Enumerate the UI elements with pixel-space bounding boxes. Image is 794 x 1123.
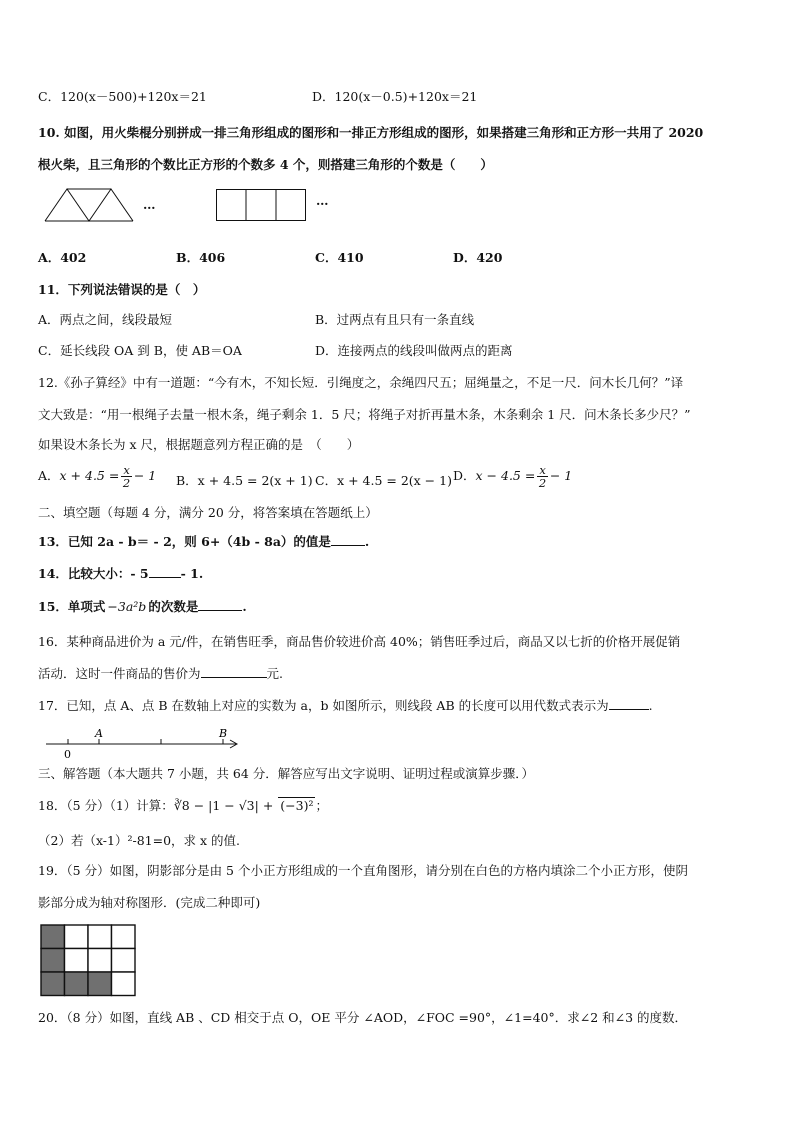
q11-option-c: C．延长线段 OA 到 B，使 AB＝OA bbox=[38, 343, 242, 358]
q15-end: . bbox=[242, 599, 247, 614]
q12-option-d-lhs: x − 4.5 = bbox=[475, 468, 536, 483]
q12-option-d-numerator: x bbox=[539, 463, 546, 477]
q18-sqrt-term: (−3)² bbox=[280, 798, 314, 813]
grid-cell-white[interactable] bbox=[88, 925, 112, 949]
q11-option-a: A．两点之间，线段最短 bbox=[38, 312, 173, 327]
grid-cell-shaded bbox=[65, 972, 89, 996]
section-fill-in-heading: 二、填空题（每题 4 分，满分 20 分，将答案填在答题纸上） bbox=[38, 505, 378, 520]
q16-text: 活动．这时一件商品的售价为 bbox=[38, 666, 201, 681]
triangle-matchstick-figure bbox=[44, 188, 136, 222]
q10-option-c: C．410 bbox=[315, 250, 364, 265]
q11-option-b: B．过两点有且只有一条直线 bbox=[315, 312, 475, 327]
grid-cell-shaded bbox=[41, 949, 65, 973]
q17-text: 17．已知，点 A、点 B 在数轴上对应的实数为 a，b 如图所示，则线段 AB 的长度可以用代数式表示为 bbox=[38, 698, 609, 713]
section-solutions-heading: 三、解答题（本大题共 7 小题，共 64 分．解答应写出文字说明、证明过程或演算步骤．） bbox=[38, 766, 535, 781]
grid-cell-shaded bbox=[88, 972, 112, 996]
square-matchstick-figure bbox=[216, 189, 308, 222]
q12-option-d-fraction bbox=[537, 464, 548, 489]
q14-end: - 1. bbox=[180, 566, 204, 581]
grid-cell-white[interactable] bbox=[112, 972, 136, 996]
q17-end: . bbox=[648, 698, 653, 713]
q15 bbox=[38, 598, 247, 615]
q12-stem-line3: 如果设木条长为 x 尺，根据题意列方程正确的是 （ ） bbox=[38, 437, 360, 452]
q14-answer-blank[interactable] bbox=[149, 565, 181, 578]
q14-text: 14．比较大小：- 5 bbox=[38, 566, 149, 581]
q13-end: . bbox=[364, 534, 370, 549]
q12-option-a bbox=[38, 464, 156, 489]
number-line-figure bbox=[44, 726, 244, 760]
q12-option-b: B．x + 4.5 = 2(x + 1) bbox=[176, 473, 313, 488]
q9-option-d: D．120(x－0.5)+120x＝21 bbox=[312, 89, 478, 104]
q12-option-d-letter: D． bbox=[453, 468, 476, 483]
q19-line2: 影部分成为轴对称图形．(完成二种即可) bbox=[38, 895, 261, 910]
q14 bbox=[38, 565, 203, 582]
q10-stem-line2: 根火柴，且三角形的个数比正方形的个数多 4 个，则搭建三角形的个数是（ ） bbox=[38, 157, 493, 172]
grid-cell-white[interactable] bbox=[65, 949, 89, 973]
q17 bbox=[38, 697, 653, 714]
shaded-square-grid bbox=[40, 924, 138, 998]
q10-option-d: D．420 bbox=[453, 250, 503, 265]
q12-option-d bbox=[453, 464, 572, 489]
q18-part1-text: 18．（5 分）（1）计算： bbox=[38, 798, 174, 813]
q19-line1: 19．（5 分）如图，阴影部分是由 5 个小正方形组成的一个直角图形，请分别在白色的方格内填涂二个小正方形，使阴 bbox=[38, 863, 688, 878]
q16-line1: 16．某种商品进价为 a 元/件，在销售旺季，商品售价较进价高 40%；销售旺季过后，商品又以七折的价格开展促销 bbox=[38, 634, 681, 649]
grid-cell-shaded bbox=[41, 925, 65, 949]
square-ellipsis: … bbox=[316, 193, 329, 208]
grid-cell-shaded bbox=[41, 972, 65, 996]
q18-expression: ∛8 − |1 − √3| + bbox=[173, 798, 278, 813]
q11-stem: 11．下列说法错误的是（ ） bbox=[38, 282, 206, 297]
q12-option-a-lhs: x + 4.5 = bbox=[59, 468, 120, 483]
q18-part1-end: ； bbox=[315, 798, 328, 813]
q12-option-d-tail: − 1 bbox=[549, 468, 573, 483]
q20-stem: 20．（8 分）如图，直线 AB 、CD 相交于点 O，OE 平分 ∠AOD，∠FOC =90°，∠1=40°．求∠2 和∠3 的度数． bbox=[38, 1010, 688, 1025]
triangle-ellipsis: … bbox=[143, 197, 156, 212]
q12-option-a-denominator: 2 bbox=[122, 476, 131, 490]
q15-text: 15．单项式 bbox=[38, 599, 106, 614]
q15-answer-blank[interactable] bbox=[198, 598, 242, 611]
q9-option-c: C．120(x－500)+120x＝21 bbox=[38, 89, 207, 104]
q15-text-2: 的次数是 bbox=[148, 599, 199, 614]
q12-option-d-denominator: 2 bbox=[538, 476, 547, 490]
q12-option-a-numerator: x bbox=[123, 463, 130, 477]
q12-option-a-tail: − 1 bbox=[133, 468, 157, 483]
q13-text: 13．已知 2a - b＝ - 2，则 6+（4b - 8a）的值是 bbox=[38, 534, 331, 549]
q13 bbox=[38, 533, 369, 550]
grid-cell-white[interactable] bbox=[112, 925, 136, 949]
q16-answer-blank[interactable] bbox=[201, 665, 267, 678]
q18-part1 bbox=[38, 797, 328, 814]
number-line-zero-label: 0 bbox=[64, 748, 71, 760]
q17-answer-blank[interactable] bbox=[609, 697, 649, 710]
q12-option-a-letter: A． bbox=[38, 468, 60, 483]
q10-stem-line1: 10. 如图，用火柴棍分别拼成一排三角形组成的图形和一排正方形组成的图形，如果搭建三角形和正方形一共用了 2020 bbox=[38, 125, 704, 140]
q13-answer-blank[interactable] bbox=[331, 533, 365, 546]
grid-cell-white[interactable] bbox=[88, 949, 112, 973]
q15-monomial: −3a²b bbox=[107, 599, 147, 614]
grid-cell-white[interactable] bbox=[65, 925, 89, 949]
q10-option-a: A．402 bbox=[38, 250, 87, 265]
q12-option-c: C．x + 4.5 = 2(x − 1) bbox=[315, 473, 452, 488]
number-line-point-b: B bbox=[219, 727, 228, 740]
q18-part2: （2）若（x-1）²-81=0，求 x 的值. bbox=[38, 833, 240, 848]
q12-stem-line2: 文大致是：“用一根绳子去量一根木条，绳子剩余 1．5 尺；将绳子对折再量木条，木条剩余 1 尺．问木条长多少尺？” bbox=[38, 407, 691, 422]
q10-option-b: B．406 bbox=[176, 250, 226, 265]
q16-line2 bbox=[38, 665, 283, 682]
q16-end: 元. bbox=[266, 666, 283, 681]
number-line-point-a: A bbox=[95, 727, 103, 740]
q11-option-d: D．连接两点的线段叫做两点的距离 bbox=[315, 343, 513, 358]
q12-stem-line1: 12.《孙子算经》中有一道题：“今有木，不知长短．引绳度之，余绳四尺五；屈绳量之，不足一尺．问木长几何？”译 bbox=[38, 375, 684, 390]
q12-option-a-fraction bbox=[121, 464, 132, 489]
grid-cell-white[interactable] bbox=[112, 949, 136, 973]
